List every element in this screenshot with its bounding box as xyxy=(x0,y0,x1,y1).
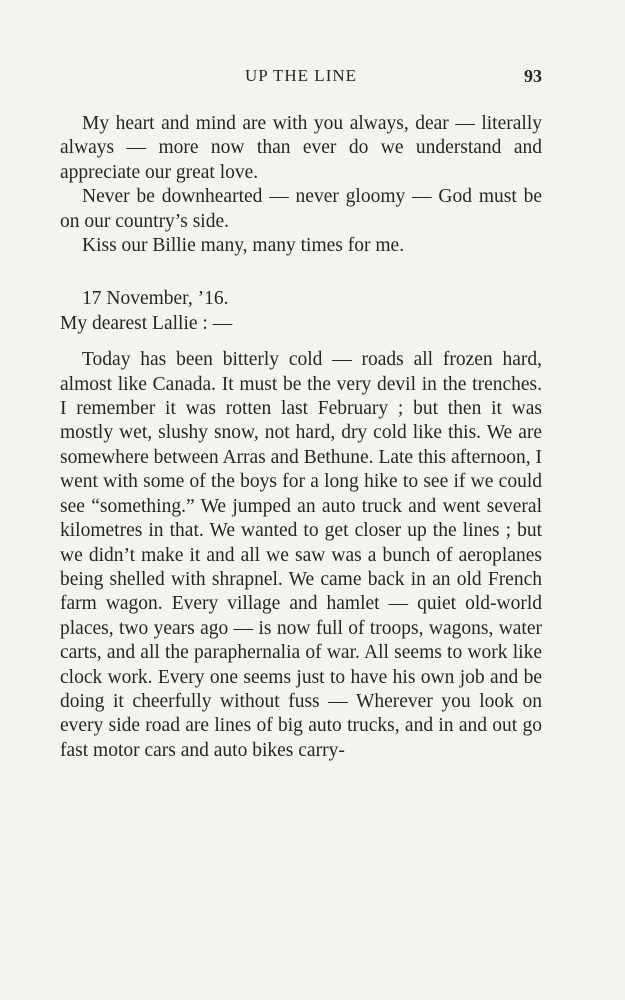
page-number: 93 xyxy=(524,66,542,86)
page-body xyxy=(60,112,542,763)
running-title: UP THE LINE xyxy=(244,66,358,85)
letter-salutation: My dearest Lallie : — xyxy=(60,312,233,334)
letter-date: 17 November, ’16. xyxy=(82,288,229,310)
paragraph: My heart and mind are with you always, dear — literally always — more now than ever do we understand and appreciate our great love. xyxy=(60,113,542,183)
section-gap xyxy=(60,258,542,287)
letter-body: Today has been bitterly cold — roads all frozen hard, almost like Canada. It must be the very devil in the trenches. I remember it was rotten last February ; but then it was mostly wet, slushy snow, not hard, dry cold like this. We are somewhere between Arras and Bethune. Late this afternoon, I went with some of the boys for a long hike to see if we could see “something.” We jumped an auto truck and went several kilometres in that. We wanted to get closer up the lines ; but we didn’t make it and all we saw was a bunch of aeroplanes being shelled with shrapnel. We came back in an old French farm wagon. Every village and hamlet — quiet old-world places, two years ago — is now full of troops, wagons, water carts, and all the paraphernalia of war. All seems to work like clock work. Every one seems just to have his own job and be doing it cheerfully without fuss — Wherever you look on every side road are lines of big auto trucks, and in and out go fast motor cars and auto bikes carry- xyxy=(60,349,542,761)
page-header xyxy=(60,66,542,92)
paragraph: Never be downhearted — never gloomy — God must be on our country’s side. xyxy=(60,186,542,232)
paragraph: Kiss our Billie many, many times for me. xyxy=(82,235,405,257)
salutation-gap xyxy=(60,336,542,348)
